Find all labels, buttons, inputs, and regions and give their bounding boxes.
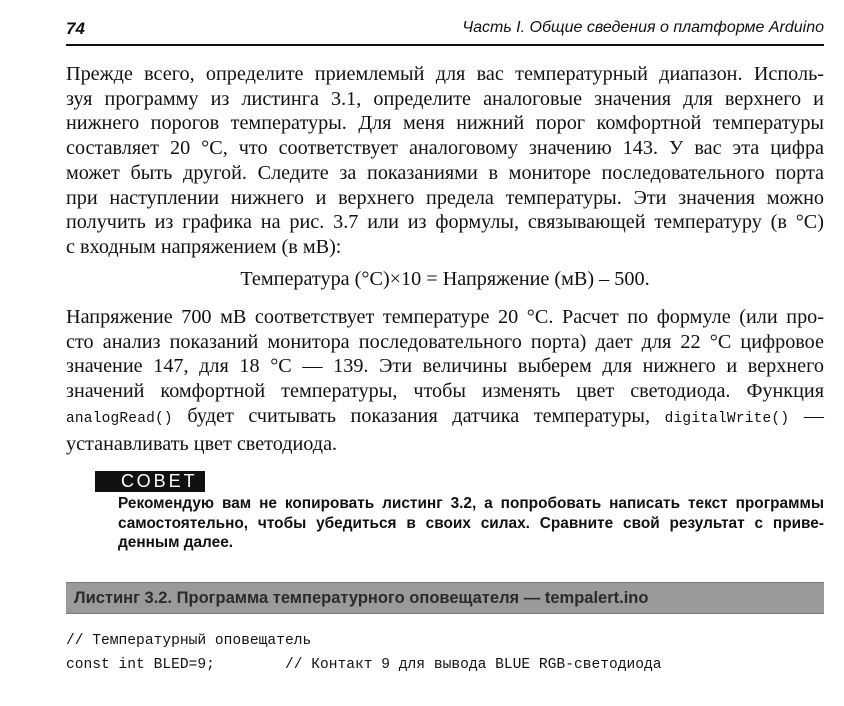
text-line: при наступлении нижнего и верхнего предела температуры. Эти значения можно	[66, 186, 824, 209]
paragraph-temperature-range	[66, 62, 824, 260]
running-head: Часть I. Общие сведения о платформе Arduino	[462, 19, 824, 36]
code-line: // Температурный оповещатель	[66, 633, 312, 649]
text-fragment: будет считывать показания датчика температуры,	[172, 404, 665, 427]
paragraph-voltage	[66, 305, 824, 456]
text-line: устанавливать цвет светодиода.	[66, 432, 338, 455]
tip-line: Рекомендую вам не копировать листинг 3.2, а попробовать написать текст программы	[118, 495, 824, 512]
tip-line: денным далее.	[118, 534, 234, 551]
text-line: получить из графика на рис. 3.7 или из формулы, связывающей температуру (в °С)	[66, 211, 824, 234]
text-line: может быть другой. Следите за показаниями в мониторе последовательного порта	[66, 161, 824, 184]
function-name-digitalwrite: digitalWrite()	[664, 410, 790, 427]
tip-line: самостоятельно, чтобы убедиться в своих силах. Сравните свой результат с приве-	[118, 514, 824, 532]
tip-badge: СОВЕТ	[95, 471, 205, 492]
text-line: с входным напряжением (в мВ):	[66, 235, 342, 258]
listing-caption-bar	[66, 582, 824, 614]
function-name-analogread: analogRead()	[66, 410, 173, 427]
text-line: составляет 20 °С, что соответствует аналоговому значению 143. У вас эта цифра	[66, 137, 824, 160]
formula: Температура (°С)×10 = Напряжение (мВ) – 500.	[240, 268, 650, 290]
text-line: значений комфортной температуры, чтобы изменять цвет светодиода. Функция	[66, 380, 824, 403]
text-line: Напряжение 700 мВ соответствует температуре 20 °С. Расчет по формуле (или про-	[66, 306, 824, 328]
text-line: нижнего порогов температуры. Для меня нижний порог комфортной температуры	[66, 112, 824, 135]
page-header	[66, 14, 824, 46]
page-number: 74	[66, 19, 85, 38]
text-line-with-code	[66, 404, 824, 432]
code-line: const int BLED=9; // Контакт 9 для вывода BLUE RGB-светодиода	[66, 657, 662, 673]
text-line: Прежде всего, определите приемлемый для вас температурный диапазон. Исполь-	[66, 63, 824, 85]
listing-title: Листинг 3.2. Программа температурного оповещателя — tempalert.ino	[74, 589, 649, 607]
tip-text	[118, 494, 824, 553]
text-fragment: —	[789, 404, 824, 427]
text-line: сто анализ показаний монитора последовательного порта) дает для 22 °С цифровое	[66, 330, 824, 353]
text-line: зуя программу из листинга 3.1, определите аналоговые значения для верхнего и	[66, 87, 824, 110]
text-line: значение 147, для 18 °С — 139. Эти величины выберем для нижнего и верхнего	[66, 355, 824, 378]
